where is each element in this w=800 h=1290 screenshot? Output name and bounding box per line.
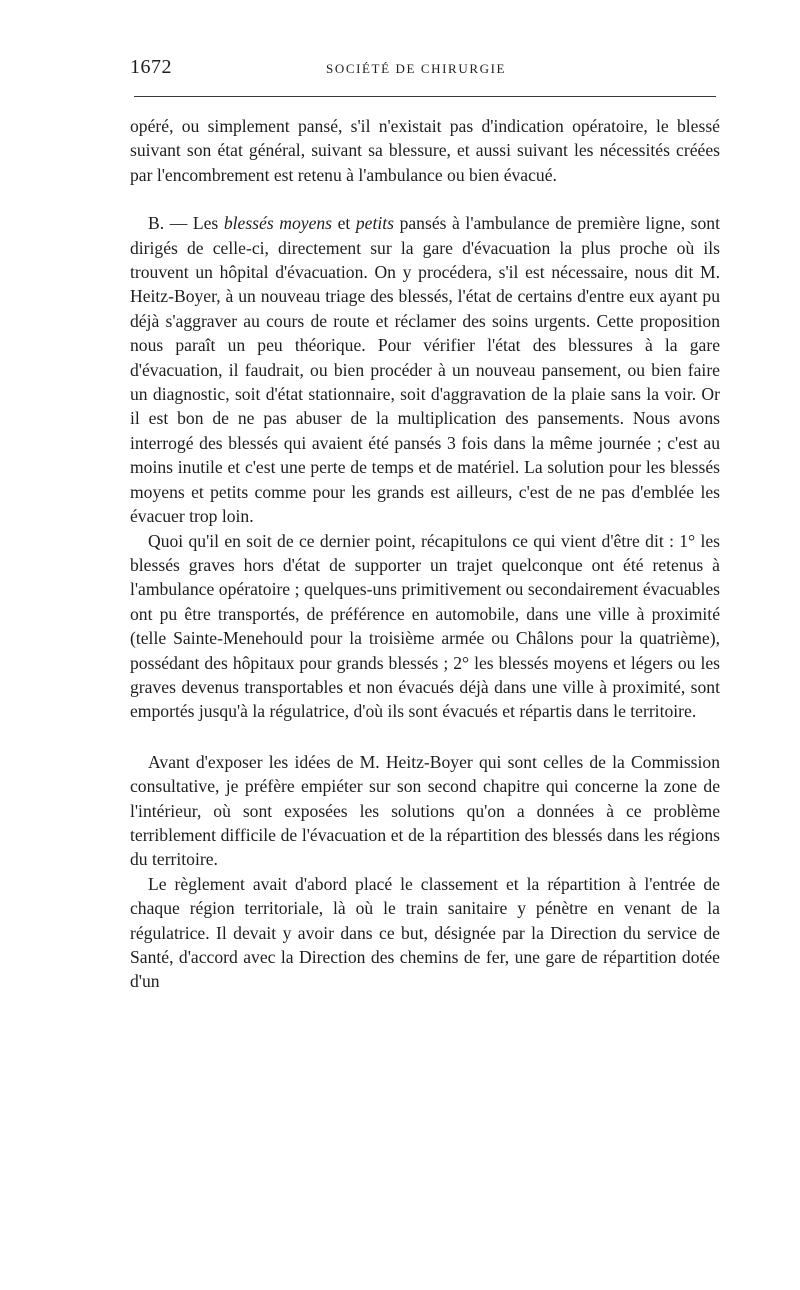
paragraph-2-prefix: B. — Les — [148, 213, 224, 234]
paragraph-1: opéré, ou simplement pansé, s'il n'existait pas d'indication opératoire, le blessé suivant son état général, suivant sa blessure, et aussi suivant les nécessités créées par l'encombrement est retenu à l'ambulance ou bien évacué. — [130, 116, 720, 185]
body-text — [130, 114, 720, 994]
page-number: 1672 — [130, 56, 172, 78]
paragraph-2-rest: pansés à l'ambulance de première ligne, sont dirigés de celle-ci, directement sur la gare d'évacuation la plus proche où ils trouvent un hôpital d'évacuation. On y procédera, s'il est nécessaire, nous dit M. Heitz-Boyer, à un nouveau triage des blessés, l'état de certains d'entre eux ayant pu déjà s'aggraver au cours de route et réclamer des soins urgents. Cette proposition nous paraît un peu théorique. Pour vérifier l'état des blessures à la gare d'évacuation, il faudrait, ou bien procéder à un nouveau pansement, ou bien faire un diagnostic, soit d'état stationnaire, soit d'aggravation de la plaie sans la voir. Or il est bon de ne pas abuser de la multiplication des pansements. Nous avons interrogé des blessés qui avaient été pansés 3 fois dans la même journée ; c'est au moins inutile et c'est une perte de temps et de matériel. La solution pour les blessés moyens et petits comme pour les grands est ailleurs, c'est de ne pas d'emblée les évacuer trop loin. — [130, 213, 720, 527]
paragraph-2-italic-petits: petits — [355, 213, 394, 234]
running-title: SOCIÉTÉ DE CHIRURGIE — [326, 61, 507, 76]
paragraph-2-italic-moyens: blessés moyens — [223, 213, 333, 234]
document-page — [130, 0, 720, 1290]
header-rule — [134, 96, 716, 97]
page-header — [130, 56, 720, 84]
paragraph-4: Avant d'exposer les idées de M. Heitz-Boyer qui sont celles de la Commission consultative, je préfère empiéter sur son second chapitre qui concerne la zone de l'intérieur, où sont exposées les solutions qu'on a données à ce problème terriblement difficile de l'évacuation et de la répartition des blessés dans les régions du territoire. — [130, 751, 720, 870]
paragraph-5: Le règlement avait d'abord placé le classement et la répartition à l'entrée de chaque région territoriale, là où le train sanitaire y pénètre en venant de la régulatrice. Il devait y avoir dans ce but, désignée par la Direction du service de Santé, d'accord avec la Direction des chemins de fer, une gare de répartition dotée d'un — [130, 873, 720, 992]
paragraph-2-mid: et — [332, 213, 356, 234]
paragraph-3: Quoi qu'il en soit de ce dernier point, récapitulons ce qui vient d'être dit : 1° les blessés graves hors d'état de supporter un trajet quelconque ont été retenus à l'ambulance opératoire ; quelques-uns primitivement ou secondairement évacuables ont pu être transportés, de préférence en automobile, dans une ville à proximité (telle Sainte-Menehould pour la troisième armée ou Châlons pour la quatrième), possédant des hôpitaux pour grands blessés ; 2° les blessés moyens et légers ou les graves devenus transportables et non évacués déjà dans une ville à proximité, sont emportés jusqu'à la régulatrice, d'où ils sont évacués et répartis dans le territoire. — [130, 530, 720, 722]
paragraph-2 — [130, 211, 720, 528]
